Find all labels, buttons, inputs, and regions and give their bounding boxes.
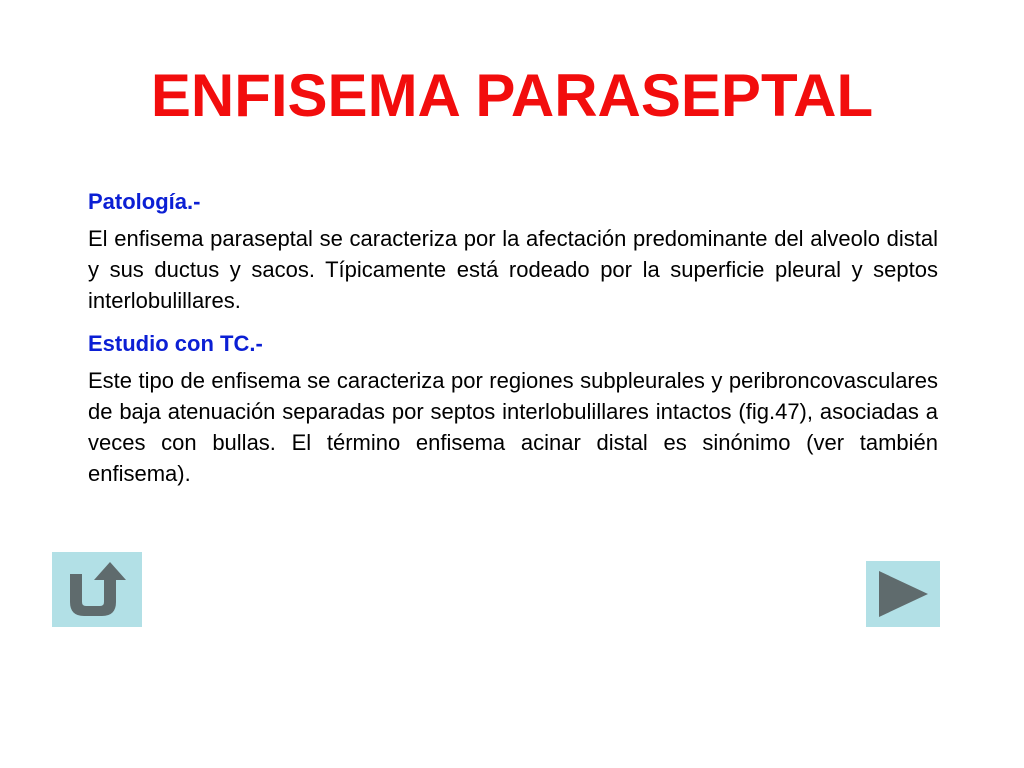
section-text-pathology: El enfisema paraseptal se caracteriza por la afectación predominante del alveolo distal y sus ductus y sacos. Típicamente está rodeado por la superficie pleural y septos interlobulillares. xyxy=(88,226,938,313)
section-text-ct-study: Este tipo de enfisema se caracteriza por regiones subpleurales y peribroncovasculares de baja atenuación separadas por septos interlobulillares intactos (fig.47), asociadas a veces con bullas. El término enfisema acinar distal es sinónimo (ver también enfisema). xyxy=(88,368,938,486)
section-heading-pathology: Patología.- xyxy=(88,189,201,214)
slide-title: ENFISEMA PARASEPTAL xyxy=(150,62,874,129)
play-triangle-icon xyxy=(866,561,940,627)
u-turn-arrow-icon xyxy=(52,552,142,627)
next-button[interactable] xyxy=(866,561,940,627)
slide-body xyxy=(88,186,938,501)
section-heading-ct-study: Estudio con TC.- xyxy=(88,331,263,356)
back-button[interactable] xyxy=(52,552,142,627)
